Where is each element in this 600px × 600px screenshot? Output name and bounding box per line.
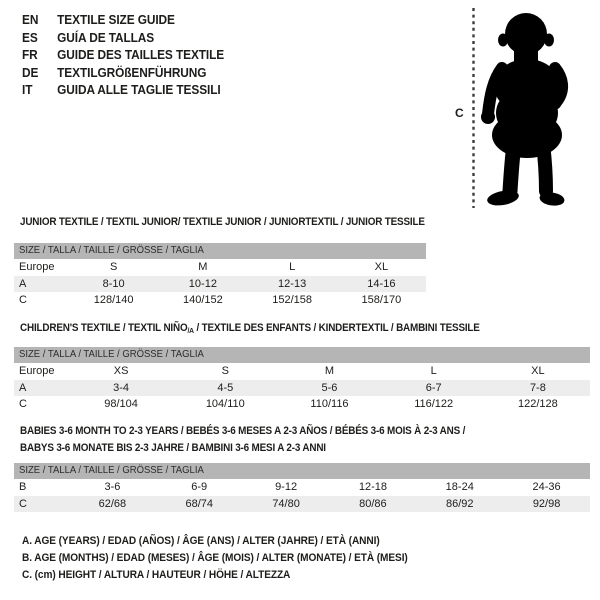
table-cell: 24-36	[532, 481, 561, 493]
row-label: A	[19, 277, 27, 290]
junior-size-table	[14, 243, 426, 309]
column-header: L	[289, 261, 296, 273]
column-header: XL	[374, 261, 389, 273]
language-code: FR	[22, 48, 38, 63]
children-title-post: / TEXTILE DES ENFANTS / KINDERTEXTIL / BAMBINI TESSILE	[193, 322, 480, 334]
row-label: B	[19, 481, 27, 493]
language-code: DE	[22, 65, 39, 80]
measurement-legend	[22, 533, 408, 585]
junior-section-title: JUNIOR TEXTILE / TEXTIL JUNIOR/ TEXTILE JUNIOR / JUNIORTEXTIL / JUNIOR TESSILE	[20, 216, 425, 228]
table-cell: 9-12	[275, 481, 298, 493]
table-cell: 62/68	[98, 497, 127, 510]
language-row-de	[22, 65, 224, 83]
language-row-en	[22, 12, 224, 30]
children-title-pre: CHILDREN'S TEXTILE / TEXTIL NIÑO	[20, 322, 188, 334]
table-cell: 116/122	[414, 398, 454, 410]
language-code: ES	[22, 30, 38, 45]
table-cell: 92/98	[532, 497, 561, 510]
babies-section-title-line1: BABIES 3-6 MONTH TO 2-3 YEARS / BEBÉS 3-6 MESES A 2-3 AÑOS / BÉBÉS 3-6 MOIS À 2-3 ANS /	[20, 425, 466, 437]
table-row-age	[14, 380, 590, 397]
legend-line-c: C. (cm) HEIGHT / ALTURA / HAUTEUR / HÖHE / ALTEZZA	[22, 569, 291, 582]
table-cell: 10-12	[188, 277, 217, 290]
table-cell: 152/158	[272, 294, 312, 306]
children-size-table	[14, 347, 590, 413]
legend-line-b: B. AGE (MONTHS) / EDAD (MESES) / ÂGE (MOIS) / ALTER (MONATE) / ETÀ (MESI)	[22, 552, 408, 565]
table-cell: 8-10	[102, 277, 125, 290]
size-header-label: SIZE / TALLA / TAILLE / GRÖSSE / TAGLIA	[19, 245, 204, 256]
table-cell: 158/170	[361, 294, 402, 306]
column-header: M	[324, 365, 335, 377]
table-cell: 3-4	[113, 381, 130, 394]
table-cell: 140/152	[182, 294, 223, 306]
table-row-height	[14, 292, 426, 309]
region-label: Europe	[19, 261, 55, 273]
children-title-subscript: /A	[187, 326, 194, 335]
table-cell: 3-6	[104, 481, 121, 493]
region-label: Europe	[19, 365, 55, 377]
language-row-it	[22, 82, 224, 100]
size-header-bar	[14, 243, 426, 259]
table-cell: 4-5	[217, 381, 234, 394]
column-header: L	[430, 365, 437, 377]
language-title-list	[22, 12, 224, 100]
table-cell: 122/128	[518, 398, 558, 410]
table-row-age	[14, 276, 426, 293]
row-label: C	[19, 398, 27, 410]
table-cell: 6-7	[425, 381, 442, 394]
table-cell: 74/80	[272, 497, 300, 510]
table-row-height	[14, 396, 590, 413]
table-cell: 110/116	[310, 398, 349, 410]
guide-title-en: TEXTILE SIZE GUIDE	[57, 13, 175, 27]
size-header-label: SIZE / TALLA / TAILLE / GRÖSSE / TAGLIA	[19, 465, 204, 476]
guide-title-de: TEXTILGRÖßENFÜHRUNG	[57, 65, 207, 80]
column-header: XL	[531, 365, 545, 377]
language-row-es	[22, 30, 224, 48]
column-header: S	[221, 365, 229, 377]
table-row-age-months	[14, 479, 590, 496]
size-header-label: SIZE / TALLA / TAILLE / GRÖSSE / TAGLIA	[19, 349, 204, 360]
table-cell: 80/86	[359, 497, 387, 510]
language-code: IT	[22, 83, 33, 98]
babies-section-title-line2: BABYS 3-6 MONATE BIS 2-3 JAHRE / BAMBINI 3-6 MESI A 2-3 ANNI	[20, 442, 326, 454]
table-cell: 12-13	[278, 277, 307, 290]
row-label: C	[19, 294, 27, 306]
table-cell: 5-6	[321, 381, 338, 394]
column-header: XS	[113, 365, 129, 377]
table-cell: 6-9	[191, 481, 208, 493]
column-header: M	[198, 261, 208, 273]
table-cell: 104/110	[205, 398, 245, 410]
table-row-region	[14, 363, 590, 380]
table-row-region	[14, 259, 426, 276]
children-section-title	[20, 322, 480, 337]
column-header: S	[109, 261, 118, 273]
table-cell: 86/92	[445, 497, 474, 510]
row-label: A	[19, 381, 27, 394]
size-header-bar	[14, 463, 590, 479]
table-row-height	[14, 496, 590, 513]
language-code: EN	[22, 13, 39, 27]
height-measure-dashed-line	[471, 8, 476, 208]
legend-line-a: A. AGE (YEARS) / EDAD (AÑOS) / ÂGE (ANS) / ALTER (JAHRE) / ETÀ (ANNI)	[22, 535, 380, 547]
table-cell: 14-16	[367, 277, 396, 290]
guide-title-fr: GUIDE DES TAILLES TEXTILE	[57, 48, 225, 63]
table-cell: 128/140	[93, 294, 134, 306]
language-row-fr	[22, 47, 224, 65]
table-cell: 12-18	[358, 481, 387, 493]
table-cell: 7-8	[529, 381, 546, 394]
table-cell: 18-24	[445, 481, 474, 493]
babies-size-table	[14, 463, 590, 512]
size-header-bar	[14, 347, 590, 363]
guide-title-es: GUÍA DE TALLAS	[57, 30, 155, 45]
row-label: C	[19, 497, 27, 510]
table-cell: 98/104	[104, 398, 138, 410]
baby-silhouette-icon	[480, 4, 580, 214]
height-measure-label: C	[455, 106, 464, 120]
guide-title-it: GUIDA ALLE TAGLIE TESSILI	[57, 83, 221, 98]
table-cell: 68/74	[185, 497, 213, 510]
